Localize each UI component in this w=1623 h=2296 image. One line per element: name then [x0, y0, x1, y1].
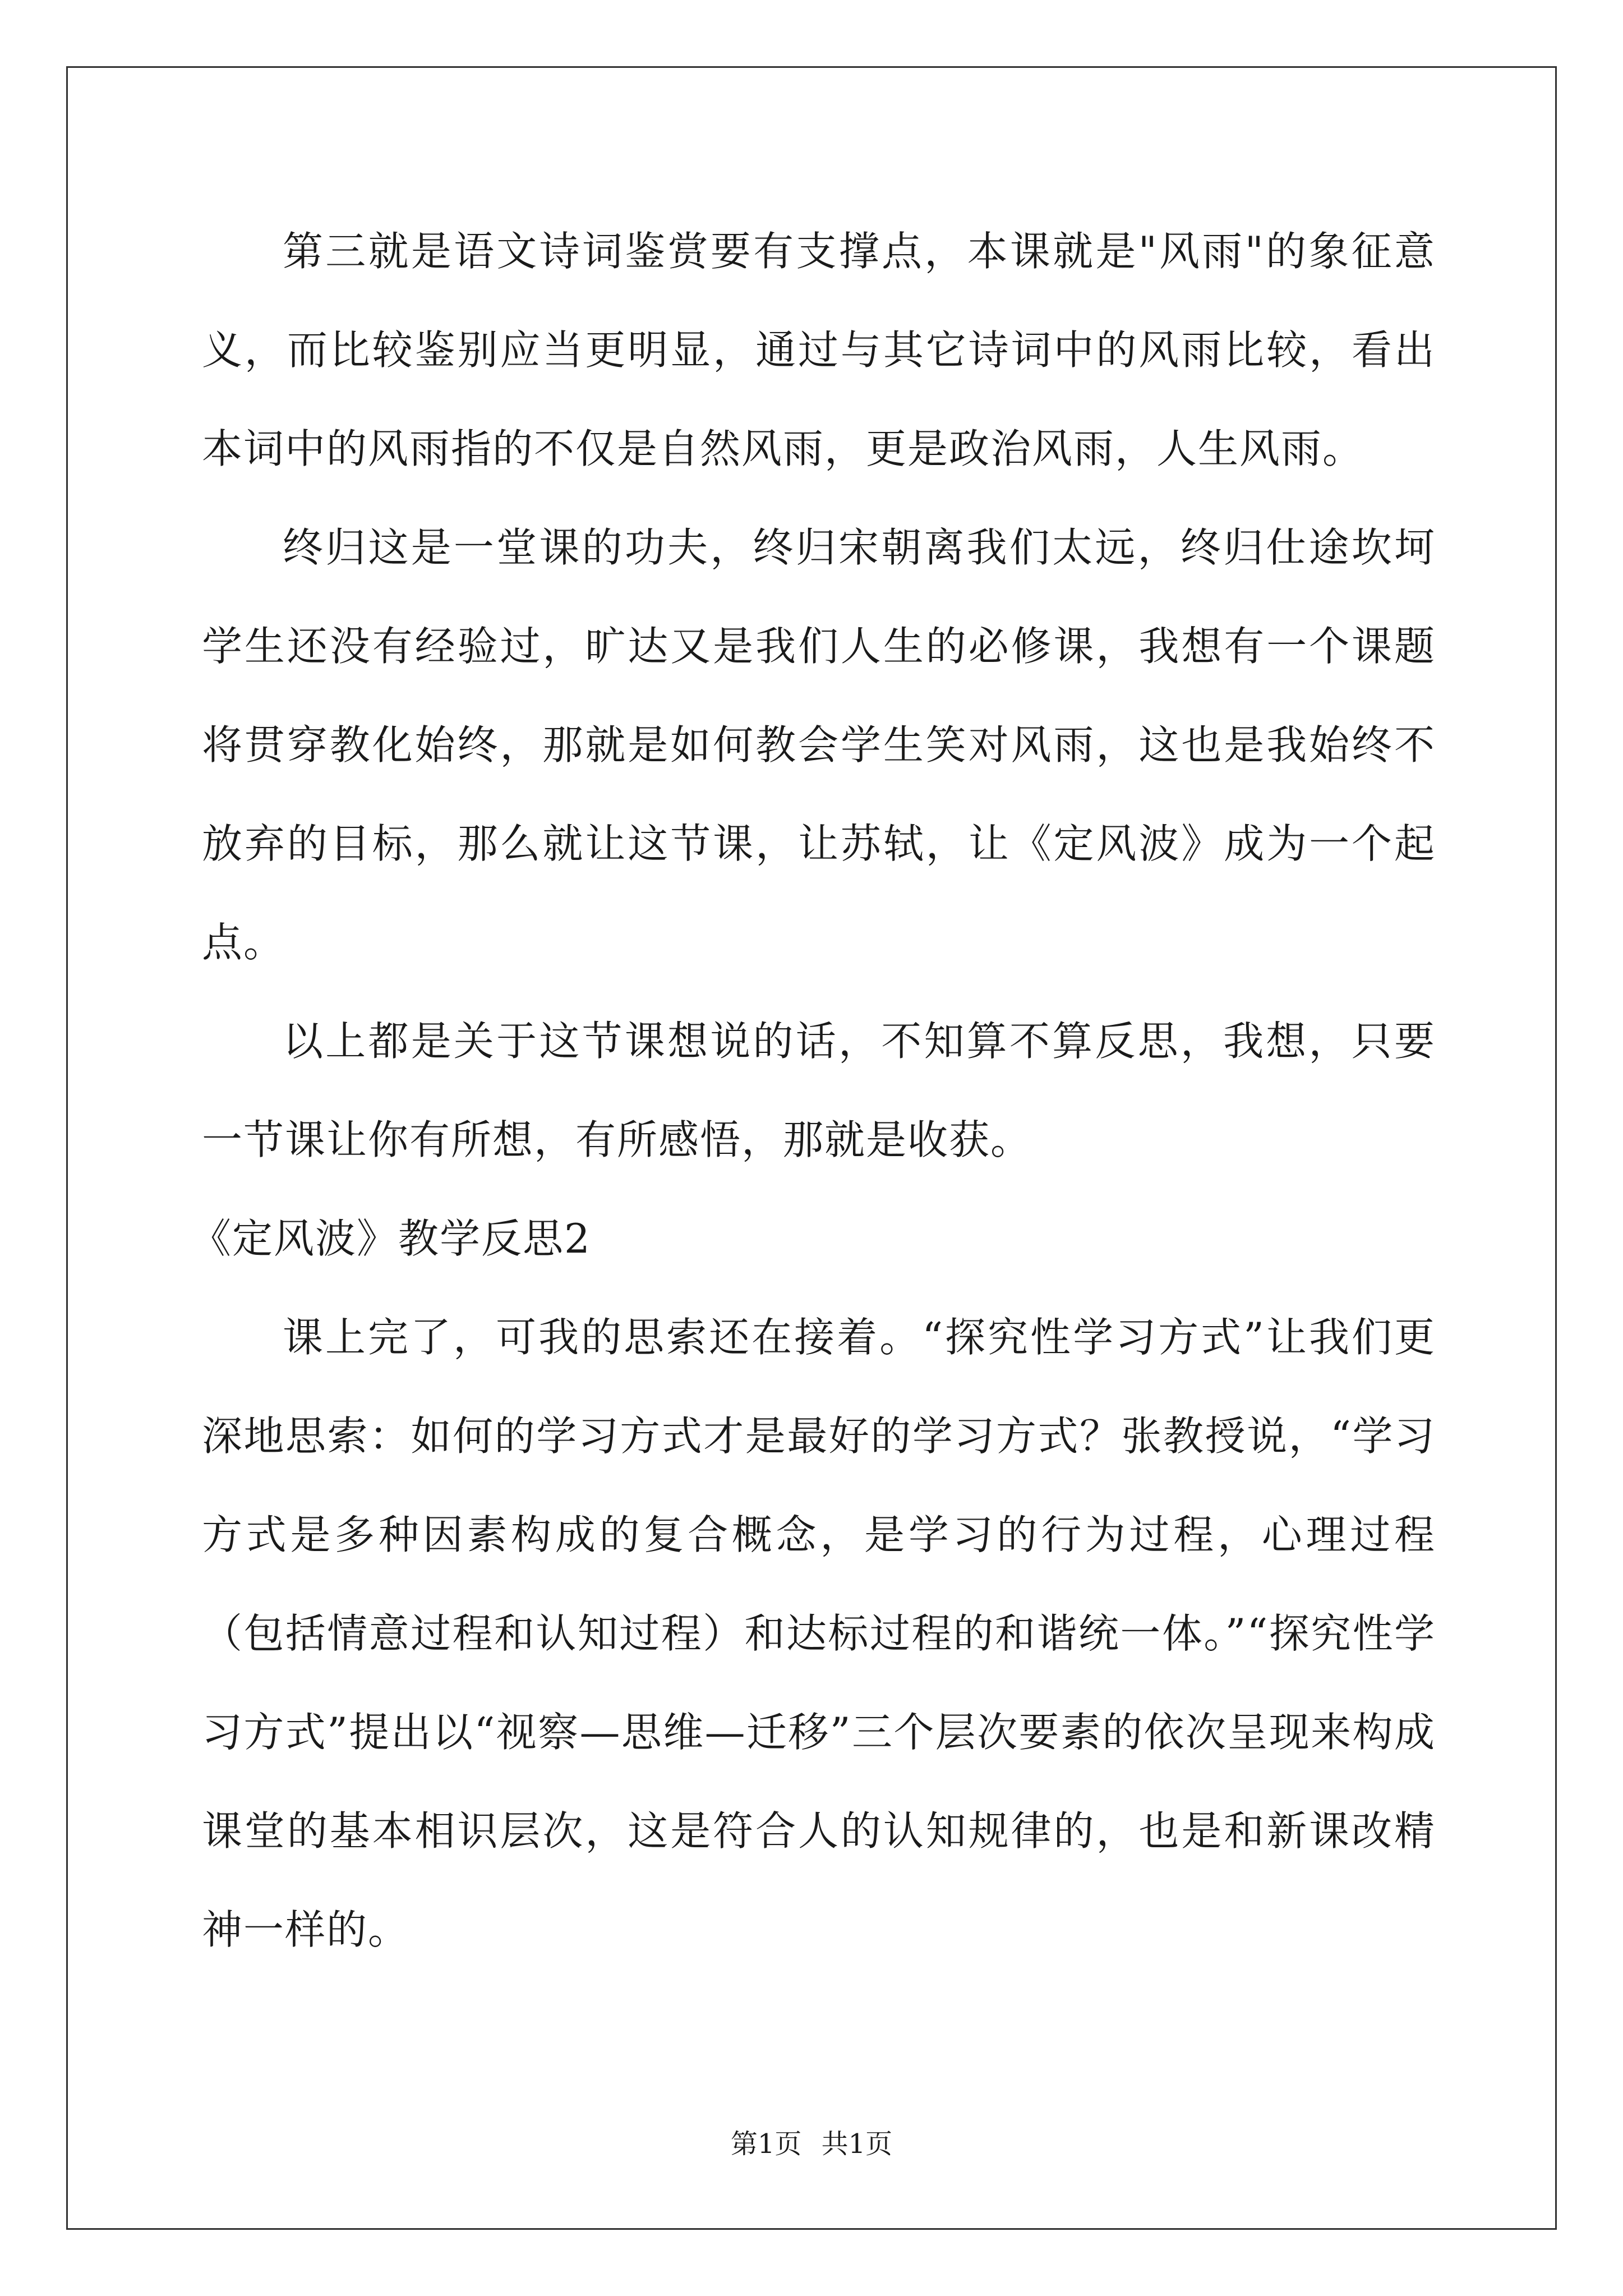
page-number: 第1页: [730, 2128, 802, 2160]
paragraph: 以上都是关于这节课想说的话，不知算不算反思，我想，只要一节课让你有所想，有所感悟，那就是收获。: [202, 1018, 1436, 1163]
page-footer: [0, 2127, 1623, 2161]
paragraph: 课上完了，可我的思索还在接着。“探究性学习方式”让我们更深地思索：如何的学习方式才是最好的学习方式？张教授说，“学习方式是多种因素构成的复合概念，是学习的行为过程，心理过程（包括情意过程和认知过程）和达标过程的和谐统一体。”“探究性学习方式”提出以“视察—思维—迁移”三个层次要素的依次呈现来构成课堂的基本相识层次，这是符合人的认知规律的，也是和新课改精神一样的。: [202, 1314, 1436, 1953]
paragraph: 终归这是一堂课的功夫，终归宋朝离我们太远，终归仕途坎坷学生还没有经验过，旷达又是我们人生的必修课，我想有一个课题将贯穿教化始终，那就是如何教会学生笑对风雨，这也是我始终不放弃的目标，那么就让这节课，让苏轼，让《定风波》成为一个起点。: [202, 524, 1436, 966]
paragraph: 第三就是语文诗词鉴赏要有支撑点，本课就是"风雨"的象征意义，而比较鉴别应当更明显，通过与其它诗词中的风雨比较，看出本词中的风雨指的不仅是自然风雨，更是政治风雨，人生风雨。: [202, 228, 1436, 472]
section-heading: 《定风波》教学反思2: [191, 1215, 591, 1262]
total-pages: 共1页: [821, 2128, 893, 2160]
document-body: [191, 202, 1436, 1979]
